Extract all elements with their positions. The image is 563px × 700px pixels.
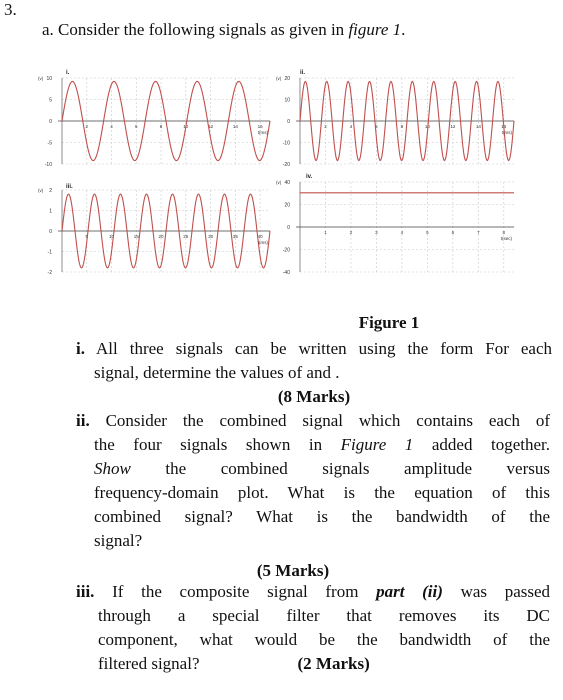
x-tick-label: 3 (375, 230, 378, 235)
x-tick-label: 14 (232, 124, 238, 129)
y-tick-label: 10 (46, 76, 52, 82)
plot-iv (276, 174, 514, 276)
figure-1 (0, 60, 563, 310)
y-tick-label: 10 (284, 97, 290, 104)
y-tick-label: 5 (49, 97, 52, 104)
part-ii-label: ii. (76, 411, 90, 430)
part-ii-line4: frequency-domain plot. What is the equation of this (94, 483, 550, 502)
x-tick-label: 30 (208, 234, 214, 239)
y-tick-label: 0 (287, 225, 290, 231)
x-tick-label: 16 (501, 124, 507, 129)
y-tick-label: -2 (47, 270, 52, 276)
y-tick-label: 0 (49, 229, 52, 235)
y-tick-label: -20 (282, 162, 290, 168)
part-ii-line3 (94, 457, 550, 481)
part-i-label: i. (76, 339, 85, 358)
part-ii-line6: signal? (94, 531, 143, 550)
x-tick-label: 8 (502, 230, 506, 235)
x-tick-label: 6 (375, 124, 378, 129)
y-axis-label: (v) (38, 76, 44, 81)
part-iii-line1-a: If the composite signal from (112, 582, 377, 601)
x-tick-label: 7 (477, 230, 480, 235)
question-intro (42, 20, 405, 40)
x-tick-label: 4 (400, 230, 404, 235)
x-tick-label: 15 (133, 234, 139, 239)
plot-iii (38, 184, 270, 276)
part-ii-line1: Consider the combined signal which contains each of (105, 411, 550, 430)
part-ii-line3-rest: the combined signals amplitude versus (130, 459, 550, 478)
part-i-line2: signal, determine the values of and . (94, 363, 340, 382)
part-ii-line2-b: added together. (413, 435, 550, 454)
part-ii (76, 409, 550, 583)
x-tick-label: 14 (475, 124, 481, 129)
plot-ii (276, 70, 514, 168)
y-tick-label: 0 (49, 119, 52, 125)
y-axis-label: (v) (38, 188, 44, 193)
part-iii-line3: component, what would be the bandwidth of the (98, 630, 550, 649)
x-tick-label: 2 (349, 230, 353, 235)
part-iii-part-ref: part (ii) (376, 582, 443, 601)
part-i (76, 337, 552, 409)
part-ii-line2 (94, 433, 550, 457)
plot-label: iii. (66, 184, 73, 190)
y-tick-label: -1 (47, 249, 52, 256)
intro-prefix: a. Consider the following signals as given in (42, 20, 349, 39)
signal-waveform (300, 81, 514, 160)
question-number: 3. (4, 0, 17, 19)
part-iii-line4 (98, 652, 550, 676)
part-ii-figure-ref: Figure 1 (340, 435, 414, 454)
x-tick-label: 40 (257, 234, 263, 239)
x-tick-label: 6 (451, 230, 455, 235)
y-tick-label: -20 (282, 247, 290, 254)
x-tick-label: 2 (324, 124, 327, 129)
part-i-line1: All three signals can be written using the form For each (96, 339, 552, 358)
x-tick-label: 10 (109, 234, 115, 239)
part-iii (76, 580, 550, 676)
part-ii-line5: combined signal? What is the bandwidth of the (94, 507, 550, 526)
x-tick-label: 12 (450, 124, 456, 129)
plot-label: ii. (300, 70, 306, 76)
part-iii-marks: (2 Marks) (297, 654, 370, 673)
x-tick-label: 10 (183, 124, 189, 129)
y-axis-label: (v) (276, 180, 282, 185)
y-tick-label: 40 (284, 180, 290, 186)
x-axis-label: t(ms) (501, 130, 512, 135)
y-tick-label: -10 (282, 140, 290, 147)
x-tick-label: 2 (85, 124, 89, 129)
x-tick-label: 25 (183, 234, 189, 239)
x-tick-label: 5 (85, 234, 89, 239)
x-tick-label: 4 (110, 124, 113, 129)
x-axis-label: t(sec) (500, 236, 512, 241)
part-iii-line4-text: filtered signal? (98, 654, 200, 673)
part-ii-line2-a: the four signals shown in (94, 435, 341, 454)
x-tick-label: 1 (324, 230, 327, 235)
x-tick-label: 5 (426, 230, 429, 235)
y-tick-label: -10 (44, 162, 52, 168)
x-tick-label: 20 (158, 234, 164, 239)
y-tick-label: 1 (49, 208, 52, 215)
part-iii-line2: through a special filter that removes its DC (98, 606, 550, 625)
y-tick-label: 0 (287, 119, 290, 125)
part-iii-label: iii. (76, 582, 95, 601)
x-tick-label: 8 (400, 124, 404, 129)
y-tick-label: 20 (284, 202, 290, 209)
plot-label: i. (66, 70, 70, 76)
x-tick-label: 8 (159, 124, 163, 129)
x-tick-label: 16 (257, 124, 263, 129)
x-tick-label: 35 (232, 234, 238, 239)
x-tick-label: 4 (349, 124, 353, 129)
intro-suffix: . (401, 20, 406, 39)
intro-figure-ref: figure 1 (348, 20, 402, 39)
part-i-marks: (8 Marks) (277, 387, 351, 406)
x-tick-label: 12 (208, 124, 214, 129)
plot-label: iv. (306, 174, 313, 180)
plot-i (38, 70, 270, 168)
y-tick-label: -5 (47, 140, 52, 147)
x-tick-label: 6 (135, 124, 138, 129)
figure-caption: Figure 1 (358, 313, 420, 332)
y-axis-label: (v) (276, 76, 282, 81)
part-ii-marks: (5 Marks) (256, 561, 330, 580)
y-tick-label: -40 (282, 270, 290, 276)
x-axis-label: t(ms) (257, 240, 268, 245)
part-iii-line1-b: was passed (442, 582, 551, 601)
y-tick-label: 2 (49, 188, 52, 194)
y-tick-label: 20 (284, 76, 290, 82)
x-tick-label: 10 (424, 124, 430, 129)
part-ii-show: Show (94, 459, 131, 478)
x-axis-label: t(ms) (257, 130, 268, 135)
